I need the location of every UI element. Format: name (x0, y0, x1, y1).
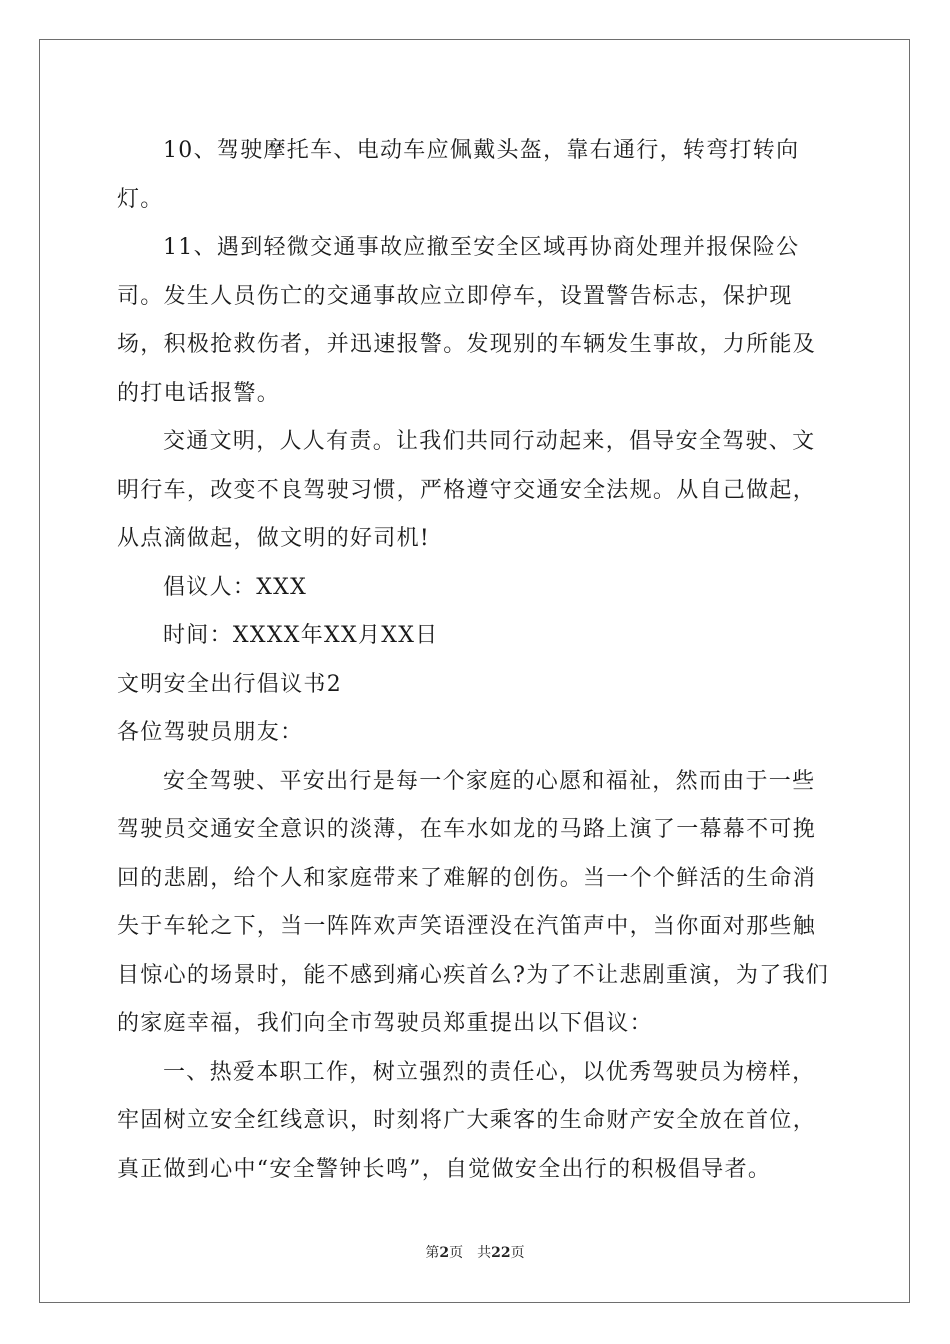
footer-page-prefix: 第 (425, 1245, 440, 1261)
initiator-line: 倡议人：XXX (163, 574, 308, 600)
paragraph-proposal-1: 一、热爱本职工作，树立强烈的责任心，以优秀驾驶员为榜样，牢固树立安全红线意识，时刻将广大乘客的生命财产安全放在首位，真正做到心中“安全警钟长鸣”，自觉做安全出行的积极倡导者。 (117, 1059, 817, 1182)
paragraph-rule-10: 10、驾驶摩托车、电动车应佩戴头盔，靠右通行，转弯打转向灯。 (117, 138, 800, 212)
footer-page-suffix: 页 (449, 1245, 464, 1261)
footer-total-pages: 22 (491, 1245, 511, 1261)
date-line: 时间：XXXX年XX月XX日 (163, 623, 439, 648)
footer-total-prefix: 共 (477, 1245, 492, 1261)
section-title: 文明安全出行倡议书2 (117, 671, 342, 697)
salutation: 各位驾驶员朋友： (117, 720, 304, 745)
page-footer (0, 1243, 950, 1263)
footer-page-number: 2 (439, 1245, 450, 1261)
paragraph-closing-call: 交通文明，人人有责。让我们共同行动起来，倡导安全驾驶、文明行车，改变不良驾驶习惯，严格遵守交通安全法规。从自己做起，从点滴做起，做文明的好司机! (117, 429, 817, 551)
footer-total-suffix: 页 (510, 1245, 525, 1261)
paragraph-intro: 安全驾驶、平安出行是每一个家庭的心愿和福祉，然而由于一些驾驶员交通安全意识的淡薄，在车水如龙的马路上演了一幕幕不可挽回的悲剧，给个人和家庭带来了难解的创伤。当一个个鲜活的生命消失于车轮之下，当一阵阵欢声笑语湮没在汽笛声中，当你面对那些触目惊心的场景时，能不感到痛心疾首么?为了不让悲剧重演，为了我们的家庭幸福，我们向全市驾驶员郑重提出以下倡议： (117, 768, 830, 1036)
paragraph-rule-11: 11、遇到轻微交通事故应撤至安全区域再协商处理并报保险公司。发生人员伤亡的交通事故应立即停车，设置警告标志，保护现场，积极抢救伤者，并迅速报警。发现别的车辆发生事故，力所能及的打电话报警。 (117, 235, 817, 406)
document-body (117, 127, 837, 1194)
